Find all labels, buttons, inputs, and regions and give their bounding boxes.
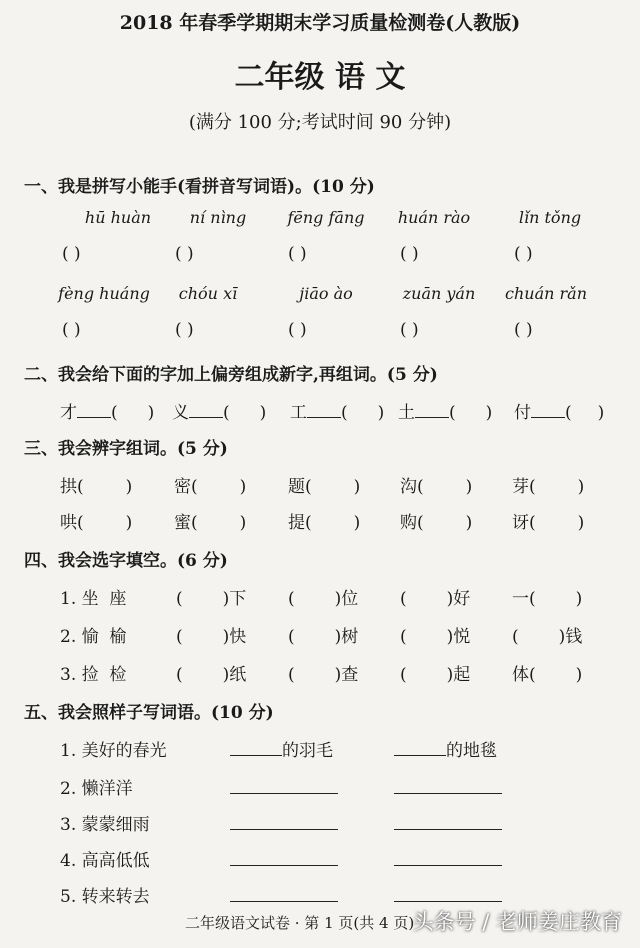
exam-title: 2018 年春季学期期末学习质量检测卷(人教版): [119, 12, 521, 34]
fill-item[interactable]: ( )钱: [512, 627, 583, 647]
answer-paren[interactable]: ( ): [514, 244, 533, 264]
word-group-row-1: [0, 472, 640, 500]
fill-row-1: [0, 584, 640, 612]
word-group-item[interactable]: 题( ): [288, 477, 361, 497]
pinyin: jiāo ào: [299, 284, 353, 303]
fill-item[interactable]: ( )位: [288, 589, 359, 609]
word-group-item[interactable]: 讶( ): [512, 513, 585, 533]
fill-row-label: 3. 捡 检: [60, 665, 127, 685]
word-group-item[interactable]: 哄( ): [60, 513, 133, 533]
radical-item: 义 ( ): [172, 403, 267, 423]
radical-row: [0, 398, 640, 426]
answer-paren[interactable]: ( ): [288, 320, 307, 340]
subject-title: 二年级 语 文: [234, 60, 406, 95]
word-group-item[interactable]: 购( ): [400, 513, 473, 533]
section-1-heading: 一、我是拼写小能手(看拼音写词语)。(10 分): [24, 177, 375, 197]
fill-row-2: [0, 622, 640, 650]
fill-row-label: 1. 坐 座: [60, 589, 127, 609]
write-blank[interactable]: [230, 828, 338, 830]
exam-info: (满分 100 分;考试时间 90 分钟): [188, 112, 452, 133]
write-prompt: 3. 蒙蒙细雨: [60, 815, 150, 835]
pinyin: fèng huáng: [58, 284, 150, 303]
pinyin-row-1: [0, 208, 640, 234]
page-footer: 二年级语文试卷 · 第 1 页(共 4 页): [185, 914, 415, 932]
write-blank[interactable]: [394, 792, 502, 794]
pinyin: fēng fāng: [287, 208, 365, 227]
write-prompt: 4. 高高低低: [60, 851, 150, 871]
write-blank[interactable]: [394, 864, 502, 866]
fill-row-3: [0, 660, 640, 688]
word-group-item[interactable]: 蜜( ): [174, 513, 247, 533]
section-3-heading: 三、我会辨字组词。(5 分): [24, 439, 228, 459]
radical-item: 才 ( ): [60, 403, 155, 423]
pinyin: zuān yán: [402, 284, 476, 303]
word-group-item[interactable]: 拱( ): [60, 477, 133, 497]
section-5-heading: 五、我会照样子写词语。(10 分): [24, 703, 274, 723]
write-blank[interactable]: [230, 864, 338, 866]
answer-paren[interactable]: ( ): [288, 244, 307, 264]
base-char: 工: [290, 403, 307, 423]
answer-paren[interactable]: ( ): [400, 320, 419, 340]
radical-blank[interactable]: [307, 401, 341, 418]
word-group-item[interactable]: 提( ): [288, 513, 361, 533]
write-blank[interactable]: [394, 828, 502, 830]
base-char: 付: [514, 403, 531, 423]
answer-paren[interactable]: ( ): [400, 244, 419, 264]
answer-paren[interactable]: ( ): [175, 244, 194, 264]
example-row: [0, 736, 640, 764]
write-blank[interactable]: [230, 792, 338, 794]
write-row: [0, 846, 640, 874]
pinyin: hū huàn: [84, 208, 152, 227]
fill-item[interactable]: ( )查: [288, 665, 359, 685]
radical-item: 土 ( ): [398, 403, 493, 423]
example-phrase: 1. 美好的春光: [60, 741, 167, 761]
word-group-item[interactable]: 芽( ): [512, 477, 585, 497]
fill-row-label: 2. 愉 榆: [60, 627, 127, 647]
pinyin-row-2: [0, 284, 640, 310]
word-group-row-2: [0, 508, 640, 536]
radical-item: 工 ( ): [290, 403, 385, 423]
pinyin: chóu xī: [178, 284, 238, 303]
radical-blank[interactable]: [531, 401, 565, 418]
fill-item[interactable]: ( )快: [176, 627, 247, 647]
base-char: 才: [60, 403, 77, 423]
fill-item[interactable]: ( )好: [400, 589, 471, 609]
section-4-heading: 四、我会选字填空。(6 分): [24, 551, 228, 571]
pinyin: ní nìng: [189, 208, 247, 227]
fill-item[interactable]: 体( ): [512, 665, 583, 685]
word-group-item[interactable]: 密( ): [174, 477, 247, 497]
word-group-item[interactable]: 沟( ): [400, 477, 473, 497]
example-blank-b[interactable]: 的地毯: [394, 736, 497, 761]
answer-paren[interactable]: ( ): [514, 320, 533, 340]
example-blank-a[interactable]: 的羽毛: [230, 736, 333, 761]
write-row: [0, 810, 640, 838]
radical-blank[interactable]: [189, 401, 223, 418]
fill-item[interactable]: ( )树: [288, 627, 359, 647]
fill-item[interactable]: 一( ): [512, 589, 583, 609]
watermark: 头条号 / 老师姜庄教育: [412, 910, 622, 934]
write-prompt: 5. 转来转去: [60, 887, 150, 907]
write-blank[interactable]: [394, 900, 502, 902]
base-char: 土: [398, 403, 415, 423]
answer-row-2: [0, 320, 640, 346]
write-blank[interactable]: [230, 900, 338, 902]
radical-blank[interactable]: [77, 401, 111, 418]
pinyin: huán rào: [397, 208, 471, 227]
base-char: 义: [172, 403, 189, 423]
answer-paren[interactable]: ( ): [62, 244, 81, 264]
pinyin: chuán rǎn: [505, 284, 587, 303]
fill-item[interactable]: ( )纸: [176, 665, 247, 685]
pinyin: lǐn tǒng: [518, 208, 582, 227]
write-row: [0, 774, 640, 802]
section-2-heading: 二、我会给下面的字加上偏旁组成新字,再组词。(5 分): [24, 365, 438, 385]
answer-row-1: [0, 244, 640, 270]
answer-paren[interactable]: ( ): [175, 320, 194, 340]
fill-item[interactable]: ( )悦: [400, 627, 471, 647]
fill-item[interactable]: ( )下: [176, 589, 247, 609]
radical-item: 付 ( ): [514, 403, 605, 423]
radical-blank[interactable]: [415, 401, 449, 418]
fill-item[interactable]: ( )起: [400, 665, 471, 685]
answer-paren[interactable]: ( ): [62, 320, 81, 340]
write-prompt: 2. 懒洋洋: [60, 779, 133, 799]
